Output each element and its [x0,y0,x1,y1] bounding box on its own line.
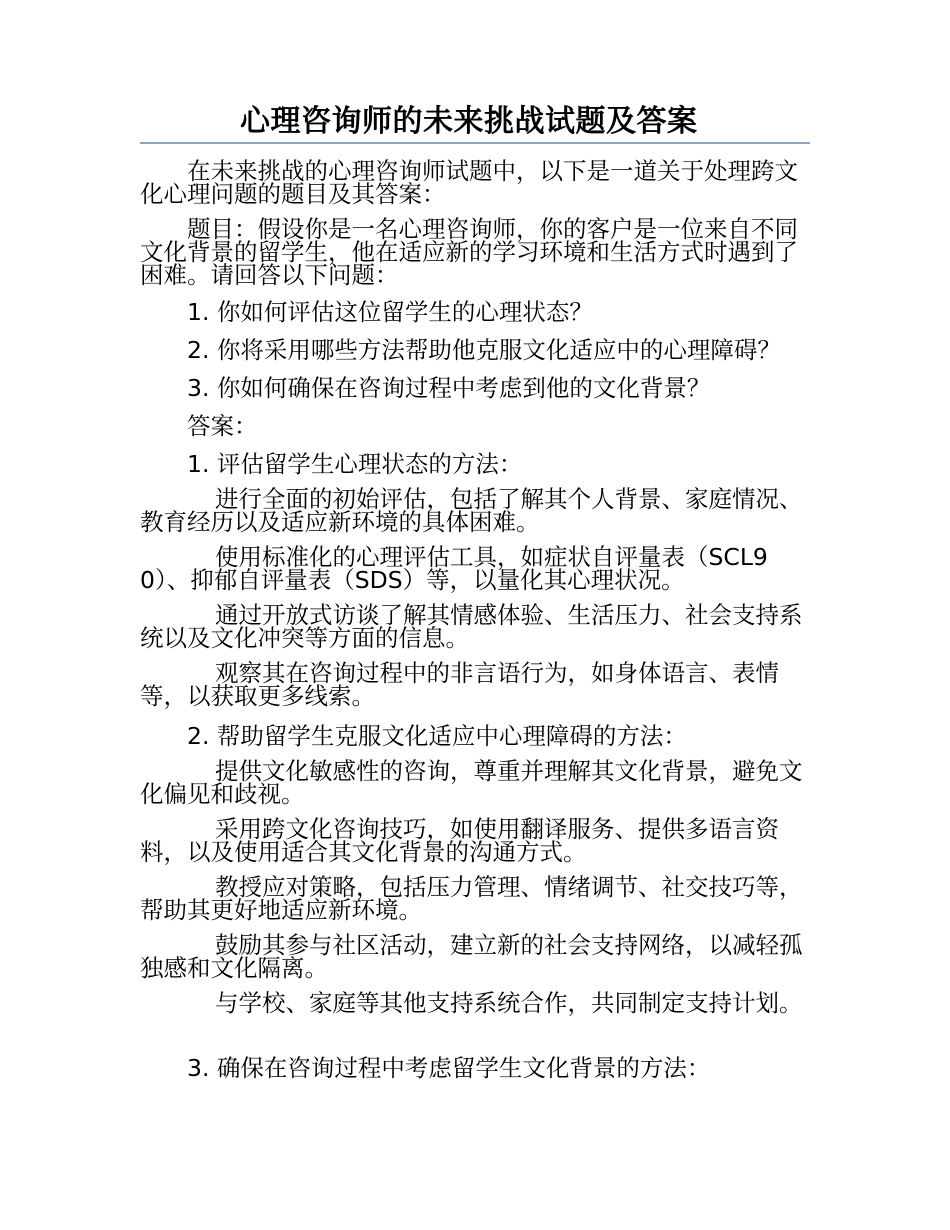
section-2-heading: 2. 帮助留学生克服文化适应中心理障碍的方法： [187,722,687,750]
section-2-item: 鼓励其参与社区活动，建立新的社会支持网络，以减轻孤独感和文化隔离。 [140,931,803,982]
section-1-item: 进行全面的初始评估，包括了解其个人背景、家庭情况、教育经历以及适应新环境的具体困难。 [140,485,803,536]
section-3-heading: 3. 确保在咨询过程中考虑留学生文化背景的方法： [187,1054,711,1082]
section-2-item: 教授应对策略，包括压力管理、情绪调节、社交技巧等，帮助其更好地适应新环境。 [140,873,803,924]
question-2: 2. 你将采用哪些方法帮助他克服文化适应中的心理障碍？ [187,336,781,364]
question-3: 3. 你如何确保在咨询过程中考虑到他的文化背景？ [187,374,711,402]
section-2-item: 采用跨文化咨询技巧，如使用翻译服务、提供多语言资料，以及使用适合其文化背景的沟通方式。 [140,815,779,866]
page-title: 心理咨询师的未来挑战试题及答案 [240,104,698,139]
section-2-item: 与学校、家庭等其他支持系统合作，共同制定支持计划。 [215,989,803,1017]
question-1: 1. 你如何评估这位留学生的心理状态？ [187,298,593,326]
section-1-item: 通过开放式访谈了解其情感体验、生活压力、社会支持系统以及文化冲突等方面的信息。 [140,601,803,652]
title-underline [140,104,810,144]
answer-label: 答案： [187,412,258,440]
question-intro-paragraph: 题目：假设你是一名心理咨询师，你的客户是一位来自不同文化背景的留学生，他在适应新的学习环境和生活方式时遇到了困难。请回答以下问题： [140,215,798,289]
intro-paragraph: 在未来挑战的心理咨询师试题中，以下是一道关于处理跨文化心理问题的题目及其答案： [140,157,798,208]
section-1-heading: 1. 评估留学生心理状态的方法： [187,450,523,478]
section-2-item: 提供文化敏感性的咨询，尊重并理解其文化背景，避免文化偏见和歧视。 [140,757,803,808]
section-1-item: 观察其在咨询过程中的非言语行为，如身体语言、表情等，以获取更多线索。 [140,659,779,710]
section-1-item: 使用标准化的心理评估工具，如症状自评量表（SCL90）、抑郁自评量表（SDS）等，以量化其心理状况。 [140,543,768,594]
